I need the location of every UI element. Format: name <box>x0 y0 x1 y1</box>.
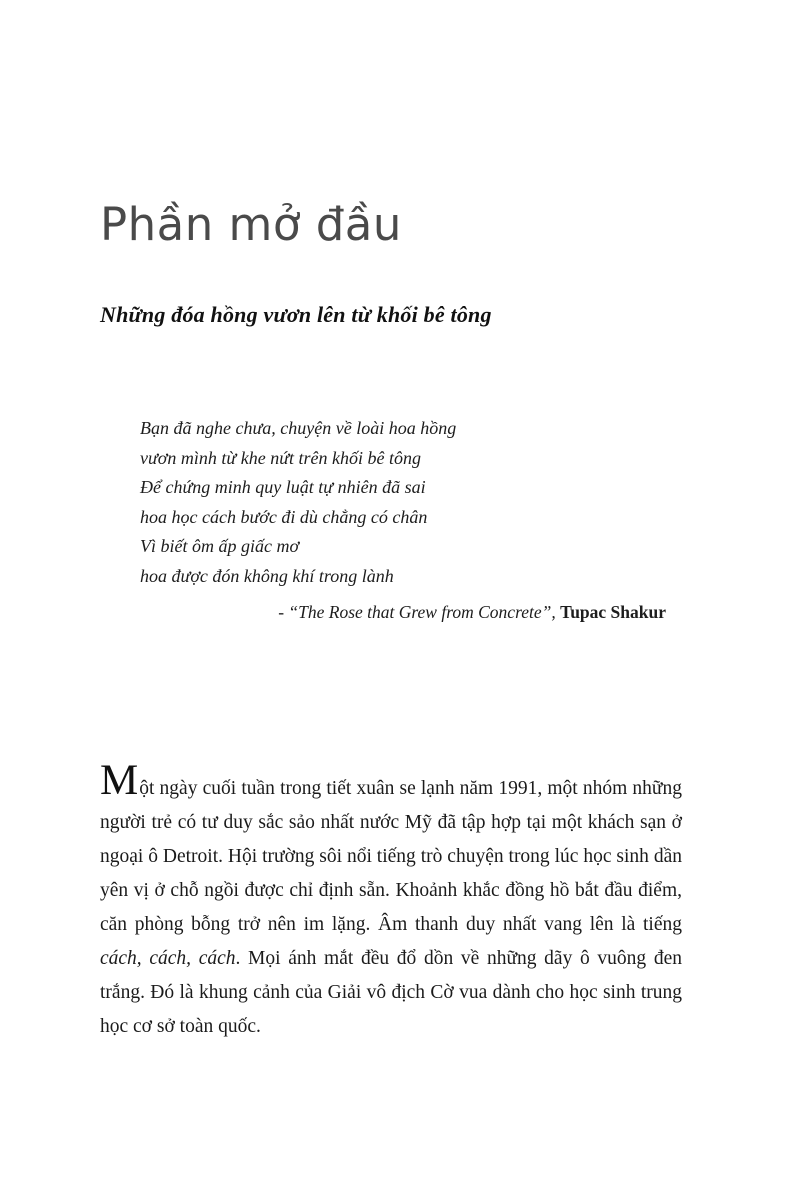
chapter-title: Phần mở đầu <box>100 198 402 251</box>
poem-line: hoa được đón không khí trong lành <box>140 565 394 586</box>
poem-line: Bạn đã nghe chưa, chuyện về loài hoa hồng <box>140 418 457 438</box>
body-paragraph <box>100 757 682 1044</box>
poem-quote <box>140 414 680 628</box>
body-text-italic: cách, cách, cách <box>100 948 236 969</box>
body-text-1: ột ngày cuối tuần trong tiết xuân se lạnh năm 1991, một nhóm những người trẻ có tư duy sắc sảo nhất nước Mỹ đã tập hợp tại một khách sạn ở ngoại ô Detroit. Hội trường sôi nổi tiếng trò chuyện trong lúc học sinh dần yên vị ở chỗ ngồi được chỉ định sẵn. Khoảnh khắc đồng hồ bắt đầu điểm, căn phòng bỗng trở nên im lặng. Âm thanh duy nhất vang lên là tiếng <box>100 778 682 935</box>
poem-line: Để chứng minh quy luật tự nhiên đã sai <box>140 477 426 497</box>
drop-cap: M <box>100 757 139 804</box>
chapter-subtitle: Những đóa hồng vươn lên từ khối bê tông <box>100 302 492 327</box>
body-text-2: . Mọi ánh mắt đều đổ dồn về những dãy ô vuông đen trắng. Đó là khung cảnh của Giải vô địch Cờ vua dành cho học sinh trung học cơ sở toàn quốc. <box>100 948 682 1037</box>
poem-line: Vì biết ôm ấp giấc mơ <box>140 536 300 556</box>
poem-attribution <box>140 598 680 628</box>
attribution-source: - “The Rose that Grew from Concrete”, <box>278 602 561 622</box>
poem-line: vươn mình từ khe nứt trên khối bê tông <box>140 447 422 468</box>
attribution-author: Tupac Shakur <box>560 602 666 622</box>
poem-line: hoa học cách bước đi dù chẳng có chân <box>140 506 428 527</box>
